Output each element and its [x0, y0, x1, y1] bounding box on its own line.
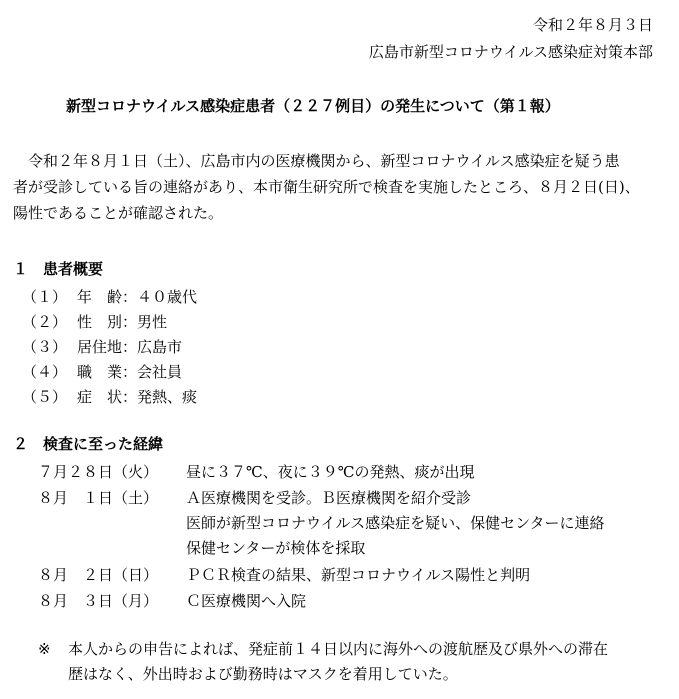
footnote-line: 本人からの申告によれば、発症前１４日以内に海外への渡航歴及び県外への滞在 — [68, 640, 609, 658]
timeline-event: 昼に３７℃、夜に３９℃の発熱、痰が出現 — [186, 463, 475, 481]
timeline-date: ８月 ３日（月） — [38, 592, 159, 610]
list-item — [22, 386, 197, 407]
section-heading-patient-overview — [13, 258, 103, 279]
timeline-date: ８月 ２日（日） — [38, 566, 159, 584]
section-title: 検査に至った経緯 — [43, 435, 164, 453]
item-index: （４） — [22, 363, 68, 381]
item-index: （５） — [22, 388, 68, 406]
intro-line: 者が受診している旨の連絡があり、本市衛生研究所で検査を実施したところ、８月２日(日)、 — [13, 178, 640, 196]
timeline-event: Ｃ医療機関へ入院 — [186, 592, 307, 610]
timeline-event: Ａ医療機関を受診。Ｂ医療機関を紹介受診 — [186, 489, 472, 507]
timeline-row — [38, 461, 475, 482]
timeline-row — [38, 487, 471, 508]
item-text: 症 状：発熱、痰 — [77, 388, 198, 406]
item-text: 職 業：会社員 — [77, 363, 183, 381]
footnote-continuation: 歴はなく、外出時および勤務時はマスクを着用していた。 — [68, 665, 458, 683]
timeline-continuation: 保健センターが検体を採取 — [186, 539, 366, 557]
item-index: （３） — [22, 338, 68, 356]
intro-line: 令和２年８月１日（土）、広島市内の医療機関から、新型コロナウイルス感染症を疑う患 — [13, 152, 620, 170]
section-heading-background — [13, 433, 163, 454]
issuing-organization: 広島市新型コロナウイルス感染症対策本部 — [368, 43, 653, 61]
timeline-row — [38, 564, 530, 585]
item-text: 居住地：広島市 — [77, 338, 183, 356]
list-item — [22, 286, 197, 307]
timeline-date: ７月２８日（火） — [38, 463, 159, 481]
item-text: 年 齢：４０歳代 — [77, 288, 198, 306]
footnote-mark: ※ — [38, 640, 51, 658]
section-title: 患者概要 — [43, 260, 104, 278]
item-index: （２） — [22, 313, 68, 331]
item-text: 性 別：男性 — [77, 313, 168, 331]
footnote — [38, 638, 608, 659]
section-number: １ — [13, 260, 29, 278]
document-date: 令和２年８月３日 — [532, 16, 653, 34]
timeline-date: ８月 １日（土） — [38, 489, 159, 507]
timeline-event: ＰＣＲ検査の結果、新型コロナウイルス陽性と判明 — [186, 566, 531, 584]
timeline-row — [38, 590, 306, 611]
list-item — [22, 361, 182, 382]
intro-line: 陽性であることが確認された。 — [13, 204, 224, 222]
timeline-continuation: 医師が新型コロナウイルス感染症を疑い、保健センターに連絡 — [186, 514, 605, 532]
intro-paragraph — [13, 148, 663, 226]
list-item — [22, 336, 182, 357]
section-number: ２ — [13, 435, 29, 453]
document-title: 新型コロナウイルス感染症患者（２２７例目）の発生について（第１報） — [66, 97, 560, 115]
list-item — [22, 311, 167, 332]
item-index: （１） — [22, 288, 68, 306]
